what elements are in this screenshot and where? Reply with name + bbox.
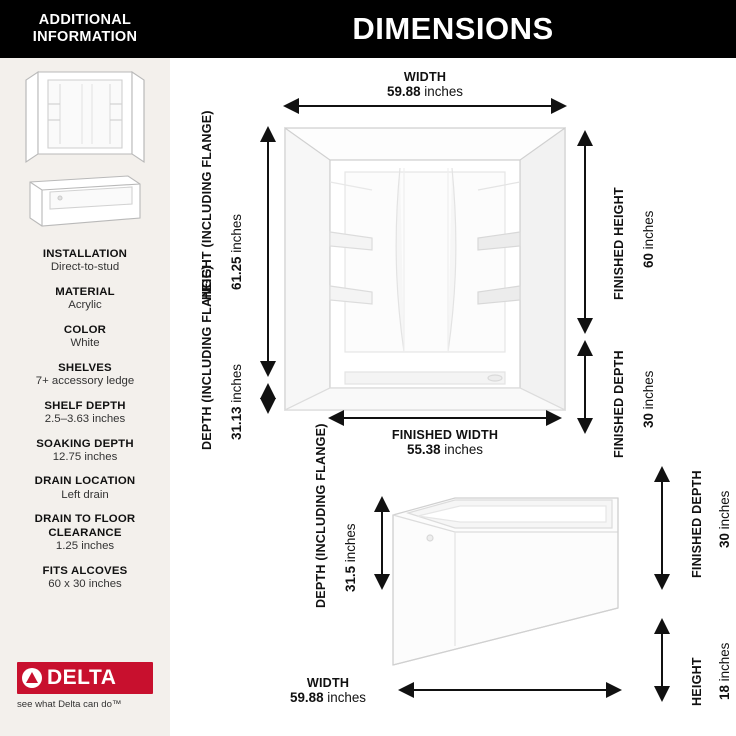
shower-finished-height-value bbox=[640, 211, 658, 268]
shower-finished-depth-number: 30 bbox=[641, 413, 656, 428]
product-thumbnails bbox=[0, 58, 170, 240]
sidebar-header-line1: ADDITIONAL bbox=[38, 12, 132, 29]
shower-depth-including-flange-value bbox=[228, 364, 246, 440]
shower-width-title: WIDTH bbox=[403, 70, 447, 84]
spec-item-fits-alcoves bbox=[0, 565, 170, 592]
shower-finished-width-value bbox=[345, 442, 545, 457]
spec-value: 60 x 30 inches bbox=[48, 578, 122, 591]
bathtub-thumbnail bbox=[30, 176, 140, 226]
shower-width-label bbox=[340, 70, 510, 100]
page-title-text: DIMENSIONS bbox=[352, 11, 554, 46]
tub-finished-depth-number: 30 bbox=[717, 533, 732, 548]
brand-block bbox=[17, 662, 153, 710]
tub-height-label bbox=[688, 657, 706, 706]
shower-wall-thumbnail bbox=[26, 72, 144, 162]
shower-finished-depth-label bbox=[610, 350, 628, 458]
spec-label: SOAKING DEPTH bbox=[36, 437, 134, 450]
delta-triangle-icon bbox=[17, 662, 47, 694]
spec-label: SHELF DEPTH bbox=[44, 399, 126, 412]
spec-item-shelf-depth bbox=[0, 400, 170, 427]
tub-depth-including-flange-value bbox=[342, 523, 360, 592]
spec-item-shelves bbox=[0, 362, 170, 389]
sidebar-header-line2: INFORMATION bbox=[32, 29, 138, 45]
spec-value: White bbox=[70, 337, 100, 350]
shower-width-number: 59.88 bbox=[387, 84, 421, 100]
spec-label: SHELVES bbox=[58, 361, 112, 374]
tub-width-number: 59.88 bbox=[290, 690, 324, 706]
tub-width-value bbox=[268, 690, 388, 705]
shower-finished-width-number: 55.38 bbox=[407, 442, 441, 458]
spec-label: FITS ALCOVES bbox=[42, 564, 128, 577]
tub-height-title: HEIGHT bbox=[690, 657, 704, 706]
delta-logo bbox=[17, 662, 153, 694]
delta-wordmark: DELTA bbox=[47, 666, 117, 689]
tub-height-unit: inches bbox=[717, 642, 732, 682]
shower-finished-depth-value bbox=[640, 371, 658, 428]
spec-item-soaking-depth bbox=[0, 438, 170, 465]
tub-depth-number: 31.5 bbox=[343, 565, 358, 592]
tub-width-label bbox=[268, 676, 388, 706]
spec-value: 12.75 inches bbox=[52, 450, 118, 463]
spec-item-drain-location bbox=[0, 475, 170, 502]
spec-label: MATERIAL bbox=[55, 285, 115, 298]
spec-label: COLOR bbox=[63, 323, 107, 336]
tub-finished-depth-label bbox=[688, 470, 706, 578]
tub-depth-including-flange-label bbox=[312, 423, 330, 608]
shower-height-number: 61.25 bbox=[229, 256, 244, 290]
spec-list bbox=[0, 248, 170, 603]
shower-finished-depth-title: FINISHED DEPTH bbox=[612, 350, 626, 458]
spec-value: 1.25 inches bbox=[55, 540, 115, 553]
spec-value: Left drain bbox=[61, 488, 109, 501]
spec-value: 2.5–3.63 inches bbox=[44, 413, 126, 426]
shower-finished-height-title: FINISHED HEIGHT bbox=[612, 187, 626, 300]
shower-finished-height-number: 60 bbox=[641, 253, 656, 268]
sidebar bbox=[0, 0, 170, 736]
shower-finished-width-title: FINISHED WIDTH bbox=[391, 428, 499, 442]
page-title bbox=[170, 0, 736, 58]
shower-depth-number: 31.13 bbox=[229, 406, 244, 440]
spec-label: DRAIN LOCATION bbox=[34, 475, 136, 488]
shower-finished-height-label bbox=[610, 187, 628, 300]
spec-label: INSTALLATION bbox=[42, 248, 128, 260]
delta-tagline: see what Delta can do™ bbox=[17, 699, 122, 710]
shower-finished-width-unit: inches bbox=[444, 442, 483, 458]
shower-finished-width-label bbox=[345, 428, 545, 458]
tub-height-value bbox=[716, 643, 734, 700]
spec-item-color bbox=[0, 324, 170, 351]
shower-width-unit: inches bbox=[424, 84, 463, 100]
shower-depth-title: DEPTH (INCLUDING FLANGE) bbox=[200, 265, 214, 450]
spec-label: DRAIN TO FLOOR CLEARANCE bbox=[34, 513, 136, 539]
shower-finished-height-unit: inches bbox=[641, 210, 656, 250]
sidebar-header bbox=[0, 0, 170, 58]
spec-item-drain-to-floor-clearance bbox=[0, 513, 170, 553]
tub-height-number: 18 bbox=[717, 685, 732, 700]
shower-depth-unit: inches bbox=[229, 364, 244, 403]
tub-width-title: WIDTH bbox=[306, 676, 350, 690]
spec-item-material bbox=[0, 286, 170, 313]
shower-height-title: HEIGHT (INCLUDING FLANGE) bbox=[200, 110, 214, 300]
shower-height-including-flange-value bbox=[228, 214, 246, 290]
shower-finished-depth-unit: inches bbox=[641, 370, 656, 410]
tub-finished-depth-unit: inches bbox=[717, 490, 732, 530]
shower-height-unit: inches bbox=[229, 214, 244, 253]
tub-depth-title: DEPTH (INCLUDING FLANGE) bbox=[314, 423, 328, 608]
tub-depth-unit: inches bbox=[343, 523, 358, 563]
shower-depth-including-flange-label bbox=[198, 265, 216, 450]
shower-width-value bbox=[340, 84, 510, 99]
spec-value: Acrylic bbox=[68, 299, 102, 312]
spec-value: 7+ accessory ledge bbox=[35, 375, 135, 388]
tub-finished-depth-title: FINISHED DEPTH bbox=[690, 470, 704, 578]
spec-value: Direct-to-stud bbox=[50, 261, 120, 274]
tub-width-unit: inches bbox=[327, 690, 366, 706]
spec-item-installation bbox=[0, 248, 170, 275]
tub-finished-depth-value bbox=[716, 491, 734, 548]
